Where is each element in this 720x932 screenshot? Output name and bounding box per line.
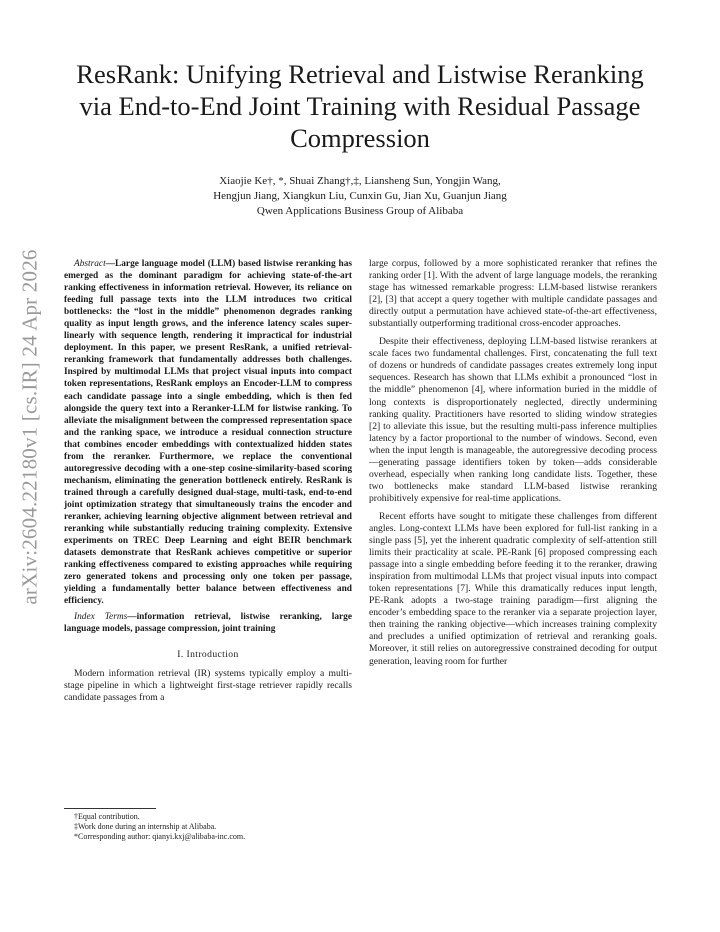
- intro-paragraph-1-continued: large corpus, followed by a more sophisticated reranker that refines the ranking order [1]. With the advent of large language models, the reranking stage has witnessed remarkable progress: LLM-based listwise rerankers [2], [3] that accept a query together with multiple candidate passages and directly output a permutation have achieved state-of-the-art effectiveness, substantially outperforming traditional cross-encoder approaches.: [369, 258, 657, 330]
- paper-title: ResRank: Unifying Retrieval and Listwise Reranking via End-to-End Joint Training with Residual Passage Compression: [76, 59, 644, 153]
- author-line-1: Xiaojie Ke†, *, Shuai Zhang†,‡, Liansheng Sun, Yongjin Wang,: [219, 175, 501, 187]
- footnote-corresponding-author: *Corresponding author: qianyi.kxj@alibaba-inc.com.: [74, 832, 246, 841]
- index-terms-label: Index Terms: [74, 612, 128, 623]
- footnotes: [64, 808, 352, 842]
- intro-paragraph-1-start: Modern information retrieval (IR) systems typically employ a multi-stage pipeline in which a lightweight first-stage retriever rapidly recalls candidate passages from a: [64, 667, 352, 703]
- arxiv-identifier: arXiv:2604.22180v1 [cs.IR] 24 Apr 2026: [17, 249, 42, 605]
- footnote-internship: ‡Work done during an internship at Alibaba.: [74, 822, 217, 831]
- footnote-equal-contribution: †Equal contribution.: [74, 812, 140, 821]
- affiliation: Qwen Applications Business Group of Alibaba: [256, 205, 464, 217]
- section-heading-introduction: I. Introduction: [177, 649, 239, 661]
- index-terms-text: —information retrieval, listwise reranking, large language models, passage compression, joint training: [64, 612, 352, 635]
- footnote-rule: [64, 808, 156, 809]
- author-line-2: Hengjun Jiang, Xiangkun Liu, Cunxin Gu, Jian Xu, Guanjun Jiang: [213, 190, 507, 202]
- intro-paragraph-2: Despite their effectiveness, deploying LLM-based listwise rerankers at scale faces two fundamental challenges. First, concatenating the full text of dozens or hundreds of candidate passages creates extremely long input sequences. Research has shown that LLMs exhibit a pronounced “lost in the middle” phenomenon [4], where information buried in the middle of long contexts is disproportionately neglected, directly undermining ranking quality. Practitioners have resorted to sliding window strategies [2] to alleviate this issue, but the resulting multi-pass inference multiplies latency by a factor proportional to the number of windows. Second, even when the input length is manageable, the autoregressive decoding process—generating passage identifiers token by token—adds considerable overhead, especially when ranking long candidate lists. Together, these two bottlenecks make standard LLM-based listwise reranking prohibitively expensive for real-time applications.: [369, 336, 657, 504]
- abstract: [64, 258, 352, 607]
- abstract-label: Abstract: [74, 259, 106, 269]
- intro-paragraph-3: Recent efforts have sought to mitigate these challenges from different angles. Long-context LLMs have been explored for full-list ranking in a single pass [5], yet the inherent quadratic complexity of self-attention still limits their practicality at scale. PE-Rank [6] proposed compressing each passage into a single embedding before feeding it to the reranker, drawing inspiration from multimodal LLMs that project visual inputs into compact token representations [7]. While this dramatically reduces input length, PE-Rank adopts a two-stage training paradigm—first aligning the encoder’s embedding space to the reranker via a separate projection layer, then training the ranking objective—which increases training complexity and precludes a unified optimization of retrieval and reranking goals. Moreover, it still relies on autoregressive constrained decoding for output generation, leaving room for further: [369, 510, 657, 667]
- abstract-text: —Large language model (LLM) based listwise reranking has emerged as the dominant paradigm for achieving state-of-the-art ranking effectiveness in information retrieval. However, its reliance on feeding full passage texts into the LLM introduces two critical bottlenecks: the “lost in the middle” phenomenon degrades ranking quality as input length grows, and the inference latency scales super-linearly with sequence length, rendering it impractical for industrial deployment. In this paper, we present ResRank, a unified retrieval-reranking framework that fundamentally addresses both challenges. Inspired by multimodal LLMs that project visual inputs into compact token representations, ResRank employs an Encoder-LLM to compress each candidate passage into a single embedding, which is then fed alongside the query text into a Reranker-LLM for listwise ranking. To alleviate the misalignment between the compressed representation space and the ranking space, we introduce a residual connection structure that combines encoder embeddings with contextualized hidden states from the reranker. Furthermore, we replace the conventional autoregressive decoding with a one-step cosine-similarity-based scoring mechanism, eliminating the generation bottleneck entirely. ResRank is trained through a carefully designed dual-stage, multi-task, end-to-end joint optimization strategy that simultaneously trains the encoder and reranker, achieving learning objective alignment between retrieval and reranking while substantially reducing training complexity. Extensive experiments on TREC Deep Learning and eight BEIR benchmark datasets demonstrate that ResRank achieves competitive or superior ranking effectiveness compared to existing approaches while requiring zero generated tokens and processing only one token per passage, yielding a fundamentally better balance between effectiveness and efficiency.: [64, 259, 352, 607]
- index-terms: [64, 611, 352, 635]
- right-column: [369, 258, 657, 668]
- author-block: [80, 174, 640, 219]
- arxiv-sidebar: [8, 249, 52, 605]
- left-column: [64, 258, 352, 704]
